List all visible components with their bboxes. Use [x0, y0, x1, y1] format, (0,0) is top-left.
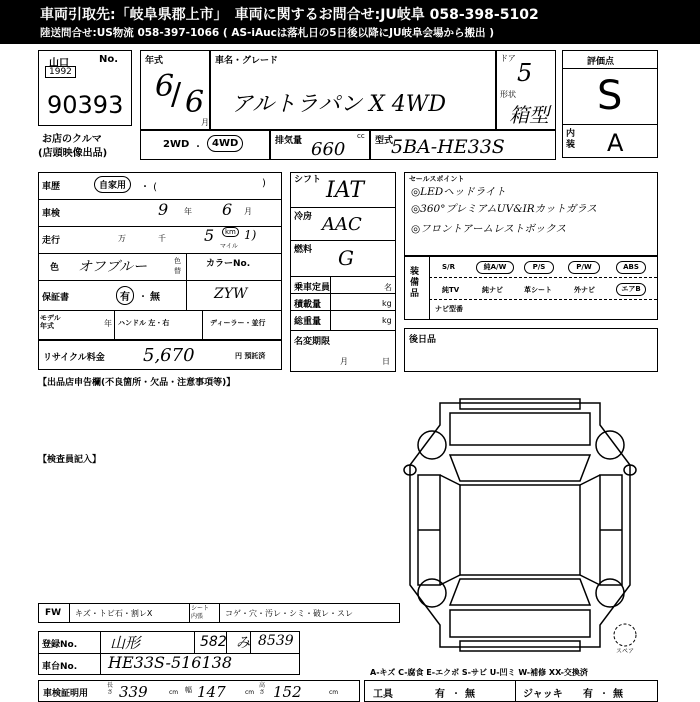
mileage-sen: 千	[158, 234, 166, 243]
lot-label-no: No.	[99, 54, 119, 65]
mileage-mile: マイル	[220, 243, 238, 250]
header-line-2: 陸送問合せ:US物流 058-397-1066 ( AS-iAucは落札日の5日後以降にJU岐阜会場から搬出 )	[40, 27, 494, 39]
car-rear-windshield	[450, 579, 590, 605]
seat-items: コゲ・穴・汚レ・シミ・破レ・スレ	[225, 609, 353, 618]
capacity-unit: 名	[384, 283, 392, 292]
inspector-label: 【検査員記入】	[38, 455, 102, 465]
registration-pref: 山形	[110, 634, 141, 652]
car-hood	[450, 413, 590, 445]
equip-nav: 純ナビ	[482, 286, 503, 294]
ac-label: 冷房	[294, 212, 313, 222]
interior-label: 内装	[566, 129, 576, 150]
equip-abs: ABS	[616, 261, 646, 274]
fuel-label: 燃料	[294, 245, 313, 255]
cert-label: 車検証明用	[43, 689, 89, 699]
recycle-amount: 5,670	[143, 345, 195, 366]
height-label: 高さ	[259, 682, 266, 696]
shaken-month-unit: 月	[244, 207, 252, 216]
equip-leather: 革シート	[524, 286, 552, 294]
length-label: 長さ	[107, 682, 114, 696]
gross-label: 総重量	[294, 317, 322, 327]
fuel-value: G	[338, 246, 354, 270]
load-label: 積載量	[294, 300, 322, 310]
name-change-day: 日	[382, 357, 390, 366]
equip-airbag: エアB	[616, 283, 646, 296]
displacement-box	[270, 130, 370, 160]
mileage-label: 走行	[42, 236, 61, 246]
lot-box	[38, 50, 132, 126]
chassis-number: HE33S-516138	[108, 653, 233, 672]
equip-sunroof: S/R	[442, 263, 455, 271]
car-roof	[460, 485, 580, 575]
type-value: 5BA-HE33S	[391, 136, 505, 158]
registration-kana: み	[236, 635, 250, 651]
doors-box	[496, 50, 556, 130]
equip-power-steering: P/S	[524, 261, 554, 274]
tools-no: 無	[465, 689, 475, 700]
shaken-label: 車検	[42, 209, 61, 219]
width-value: 147	[197, 683, 226, 701]
interior-value: A	[607, 129, 624, 157]
car-trunk	[450, 610, 590, 637]
year-label: 年式	[145, 56, 164, 66]
equip-tv: 純TV	[442, 286, 460, 294]
model-name: アルトラパン X 4WD	[231, 92, 447, 117]
name-change-label: 名変期限	[294, 337, 331, 347]
doors-value: 5	[517, 59, 533, 87]
tools-box	[364, 680, 658, 702]
width-label: 幅	[185, 686, 192, 694]
color-no-value: ZYW	[214, 286, 248, 302]
jack-yes: 有	[583, 689, 593, 700]
displacement-value: 660	[311, 139, 346, 160]
width-unit: cm	[245, 689, 255, 696]
sales-point-2: ◎360°プレミアムUV&IRカットガラス	[411, 203, 597, 215]
history-label: 車歴	[42, 182, 61, 192]
recycle-label: リサイクル料金	[43, 353, 105, 363]
height-value: 152	[273, 683, 302, 701]
warranty-sep: ・	[138, 292, 148, 303]
spare-tire	[614, 624, 636, 646]
seat-label: シート内張	[191, 605, 210, 620]
shaken-month: 6	[222, 200, 233, 219]
history-paren: ・ (	[140, 182, 158, 193]
wheel-front-right	[596, 431, 624, 459]
mileage-man: 万	[118, 234, 126, 243]
tools-label: 工具	[373, 689, 393, 700]
recycle-box	[38, 340, 282, 370]
height-unit: cm	[329, 689, 339, 696]
car-rear-bumper	[460, 641, 580, 651]
model-label: 車名・グレード	[215, 56, 279, 66]
body-value: 箱型	[509, 103, 549, 127]
mileage-paren: 1)	[244, 228, 257, 242]
tools-sep: ・	[451, 689, 461, 700]
car-front-windshield	[450, 455, 590, 481]
mileage-km: km	[222, 227, 239, 237]
recycle-unit: 円 預託済	[235, 352, 266, 360]
equip-aftermarket-nav: 外ナビ	[574, 286, 595, 294]
damage-legend: A-キズ C-腐食 E-エクボ S-サビ U-凹ミ W-補修 XX-交換済	[370, 668, 588, 677]
equip-alloy-wheel: 純A/W	[476, 261, 514, 274]
registration-class: 582	[200, 634, 227, 650]
lot-label-yamaguchi: 山口	[49, 58, 69, 69]
registration-number: 8539	[258, 633, 294, 649]
year-box	[140, 50, 210, 130]
color-change-label: 色替	[174, 257, 181, 275]
drive-box	[140, 130, 270, 160]
jack-no: 無	[613, 689, 623, 700]
sales-points-box	[404, 172, 658, 256]
notes-label: 後日品	[409, 335, 437, 345]
store-label: お店のクルマ	[42, 134, 102, 145]
body-label: 形状	[500, 90, 516, 99]
warranty-no: 無	[150, 292, 160, 303]
handle-label: ハンドル 左・右	[118, 319, 170, 327]
displacement-label: 排気量	[275, 136, 303, 146]
cert-box	[38, 680, 360, 702]
name-change-month: 月	[340, 357, 348, 366]
equip-power-window: P/W	[568, 261, 600, 274]
notes-box	[404, 328, 658, 372]
warranty-yes: 有	[116, 286, 134, 305]
color-label: 色	[50, 263, 60, 273]
drive-4wd: 4WD	[207, 135, 243, 152]
sales-points-label: セールスポイント	[409, 175, 465, 183]
wheel-rear-right	[596, 579, 624, 607]
seller-label: 【出品店申告欄(不良箇所・欠品・注意事項等)】	[38, 378, 236, 388]
load-unit: kg	[382, 299, 392, 308]
history-paren-close: )	[262, 178, 266, 189]
car-diagram	[400, 395, 640, 655]
color-value: オフブルー	[78, 259, 148, 275]
lot-code: 1992	[45, 66, 76, 78]
sales-point-1: ◎LEDヘッドライト	[411, 186, 506, 198]
spare-label: スペア	[616, 648, 635, 655]
history-value: 自家用	[94, 176, 131, 193]
mileage-value: 5	[204, 226, 215, 245]
registration-label: 登録No.	[42, 640, 78, 650]
fw-label: FW	[45, 608, 62, 618]
rating-box	[562, 50, 658, 158]
store-sub-label: (店頭映像出品)	[38, 148, 108, 159]
type-box	[370, 130, 556, 160]
displacement-cc: cc	[357, 132, 365, 140]
model-box	[210, 50, 496, 130]
nav-model-label: ナビ型番	[435, 305, 463, 313]
type-label: 型式	[375, 136, 394, 146]
jack-sep: ・	[599, 689, 609, 700]
equipment-label: 装備品	[410, 267, 420, 299]
model-year-unit: 年	[104, 319, 112, 328]
year-value: 6	[155, 69, 175, 104]
year-month-unit: 月	[201, 118, 209, 127]
year-slash: /	[171, 77, 182, 112]
length-value: 339	[119, 683, 148, 701]
tools-yes: 有	[435, 689, 445, 700]
shift-value: IAT	[326, 178, 365, 203]
ac-value: AAC	[322, 214, 362, 235]
warranty-label: 保証書	[42, 293, 70, 303]
shaken-year-unit: 年	[184, 207, 192, 216]
drive-2wd: 2WD	[163, 139, 190, 150]
sales-point-3: ◎フロントアームレストボックス	[411, 223, 567, 235]
header-bar	[0, 0, 700, 44]
length-unit: cm	[169, 689, 179, 696]
gross-unit: kg	[382, 316, 392, 325]
header-line-1: 車両引取先:「岐阜県郡上市」 車両に関するお問合せ:JU岐阜 058-398-5102	[40, 7, 539, 23]
year-month: 6	[185, 85, 205, 120]
doors-label: ドア	[500, 54, 516, 63]
rating-score: S	[597, 73, 623, 119]
fw-box	[38, 603, 400, 623]
drive-sep: ・	[193, 142, 203, 153]
model-year-label: モデル年式	[40, 314, 61, 330]
capacity-label: 乗車定員	[294, 283, 331, 293]
rating-label: 評価点	[587, 57, 615, 67]
dealer-label: ディーラー・並行	[210, 319, 266, 327]
shift-label: シフト	[294, 175, 322, 185]
jack-label: ジャッキ	[523, 689, 563, 700]
color-no-label: カラーNo.	[206, 259, 251, 269]
fw-items: キズ・トビ石・割レX	[75, 609, 153, 618]
wheel-rear-left	[418, 579, 446, 607]
shaken-year: 9	[158, 200, 169, 219]
lot-number: 90393	[47, 91, 124, 119]
car-front-bumper	[460, 399, 580, 409]
chassis-label: 車台No.	[42, 662, 78, 672]
